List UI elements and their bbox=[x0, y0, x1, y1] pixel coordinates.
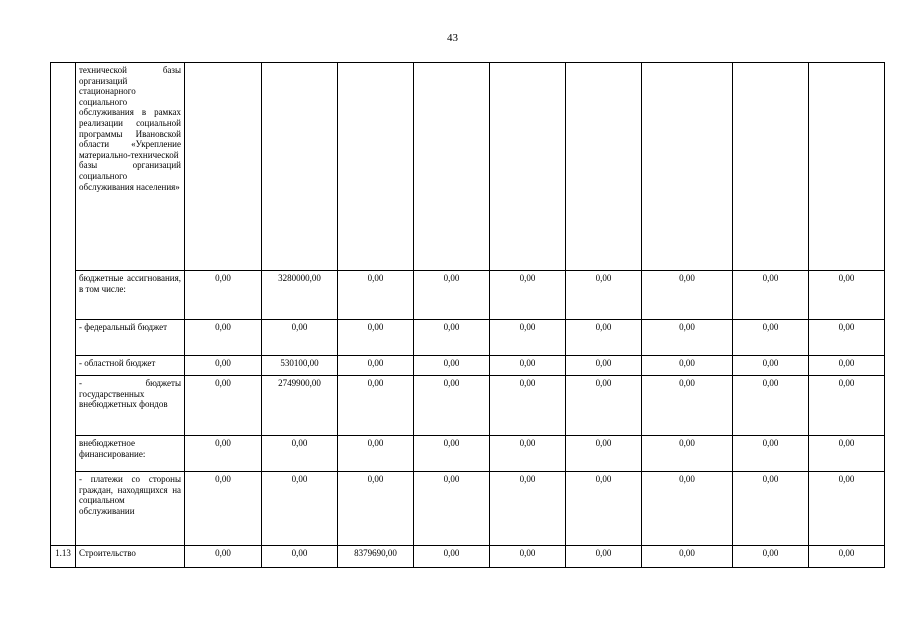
table-row bbox=[51, 546, 885, 568]
value-cell: 0,00 bbox=[809, 356, 885, 376]
table-row bbox=[51, 320, 885, 356]
row-label-cell: - областной бюджет bbox=[76, 356, 185, 376]
value-cell: 0,00 bbox=[338, 320, 414, 356]
value-cell: 0,00 bbox=[414, 436, 490, 472]
value-cell: 0,00 bbox=[338, 436, 414, 472]
value-cell: 8379690,00 bbox=[338, 546, 414, 568]
value-cell: 0,00 bbox=[414, 356, 490, 376]
value-cell: 0,00 bbox=[809, 472, 885, 546]
row-index-cell bbox=[51, 472, 76, 546]
value-cell bbox=[185, 63, 262, 271]
value-cell bbox=[338, 63, 414, 271]
value-cell: 0,00 bbox=[490, 546, 566, 568]
value-cell: 0,00 bbox=[642, 320, 733, 356]
row-index-cell bbox=[51, 436, 76, 472]
value-cell: 3280000,00 bbox=[262, 271, 338, 320]
value-cell: 530100,00 bbox=[262, 356, 338, 376]
value-cell: 0,00 bbox=[733, 271, 809, 320]
table-row bbox=[51, 63, 885, 271]
value-cell: 0,00 bbox=[262, 546, 338, 568]
value-cell: 0,00 bbox=[414, 376, 490, 436]
value-cell: 0,00 bbox=[809, 271, 885, 320]
value-cell: 0,00 bbox=[490, 320, 566, 356]
value-cell: 0,00 bbox=[642, 436, 733, 472]
value-cell bbox=[809, 63, 885, 271]
value-cell: 0,00 bbox=[809, 376, 885, 436]
value-cell: 0,00 bbox=[642, 271, 733, 320]
value-cell: 0,00 bbox=[490, 472, 566, 546]
value-cell: 0,00 bbox=[642, 376, 733, 436]
table-row bbox=[51, 436, 885, 472]
value-cell: 0,00 bbox=[185, 271, 262, 320]
value-cell bbox=[490, 63, 566, 271]
value-cell: 0,00 bbox=[490, 271, 566, 320]
value-cell bbox=[733, 63, 809, 271]
value-cell: 0,00 bbox=[262, 320, 338, 356]
row-label-cell: Строительство bbox=[76, 546, 185, 568]
value-cell: 0,00 bbox=[490, 356, 566, 376]
table-body bbox=[51, 63, 885, 568]
value-cell: 0,00 bbox=[566, 376, 642, 436]
row-index-cell bbox=[51, 376, 76, 436]
value-cell: 0,00 bbox=[566, 271, 642, 320]
value-cell: 0,00 bbox=[185, 436, 262, 472]
table-row bbox=[51, 376, 885, 436]
page-number: 43 bbox=[447, 32, 458, 44]
value-cell: 0,00 bbox=[566, 546, 642, 568]
value-cell: 0,00 bbox=[185, 356, 262, 376]
value-cell: 0,00 bbox=[338, 356, 414, 376]
value-cell: 0,00 bbox=[185, 320, 262, 356]
row-label-cell: - бюджеты государственных внебюджетных фондов bbox=[76, 376, 185, 436]
value-cell: 0,00 bbox=[642, 546, 733, 568]
value-cell: 0,00 bbox=[642, 356, 733, 376]
value-cell: 0,00 bbox=[566, 356, 642, 376]
value-cell: 0,00 bbox=[809, 546, 885, 568]
table-row bbox=[51, 472, 885, 546]
value-cell: 0,00 bbox=[733, 320, 809, 356]
row-label-cell: технической базы организаций стационарного социального обслуживания в рамках реализации социальной программы Ивановской области «Укрепление материально-технической базы организаций социального обслуживания населения» bbox=[76, 63, 185, 271]
value-cell: 0,00 bbox=[642, 472, 733, 546]
value-cell: 0,00 bbox=[566, 320, 642, 356]
row-label-cell: - федеральный бюджет bbox=[76, 320, 185, 356]
value-cell: 2749900,00 bbox=[262, 376, 338, 436]
row-index-cell bbox=[51, 320, 76, 356]
value-cell: 0,00 bbox=[490, 376, 566, 436]
value-cell: 0,00 bbox=[414, 472, 490, 546]
value-cell: 0,00 bbox=[733, 356, 809, 376]
value-cell: 0,00 bbox=[185, 376, 262, 436]
value-cell bbox=[262, 63, 338, 271]
value-cell bbox=[566, 63, 642, 271]
value-cell: 0,00 bbox=[338, 271, 414, 320]
value-cell: 0,00 bbox=[185, 546, 262, 568]
value-cell: 0,00 bbox=[185, 472, 262, 546]
value-cell: 0,00 bbox=[338, 472, 414, 546]
budget-table bbox=[50, 62, 885, 568]
row-index-cell bbox=[51, 63, 76, 271]
value-cell: 0,00 bbox=[490, 436, 566, 472]
value-cell: 0,00 bbox=[809, 436, 885, 472]
row-label-cell: бюджетные ассигнования, в том числе: bbox=[76, 271, 185, 320]
row-index-cell: 1.13 bbox=[51, 546, 76, 568]
value-cell: 0,00 bbox=[262, 436, 338, 472]
row-index-cell bbox=[51, 356, 76, 376]
value-cell: 0,00 bbox=[809, 320, 885, 356]
table-row bbox=[51, 271, 885, 320]
value-cell: 0,00 bbox=[566, 436, 642, 472]
row-label-cell: внебюджетное финансирование: bbox=[76, 436, 185, 472]
value-cell: 0,00 bbox=[733, 436, 809, 472]
value-cell: 0,00 bbox=[733, 472, 809, 546]
value-cell bbox=[414, 63, 490, 271]
value-cell: 0,00 bbox=[733, 546, 809, 568]
table-row bbox=[51, 356, 885, 376]
value-cell bbox=[642, 63, 733, 271]
row-index-cell bbox=[51, 271, 76, 320]
value-cell: 0,00 bbox=[414, 546, 490, 568]
value-cell: 0,00 bbox=[262, 472, 338, 546]
value-cell: 0,00 bbox=[733, 376, 809, 436]
row-label-cell: - платежи со стороны граждан, находящихся на социальном обслуживании bbox=[76, 472, 185, 546]
value-cell: 0,00 bbox=[566, 472, 642, 546]
value-cell: 0,00 bbox=[414, 271, 490, 320]
value-cell: 0,00 bbox=[414, 320, 490, 356]
value-cell: 0,00 bbox=[338, 376, 414, 436]
